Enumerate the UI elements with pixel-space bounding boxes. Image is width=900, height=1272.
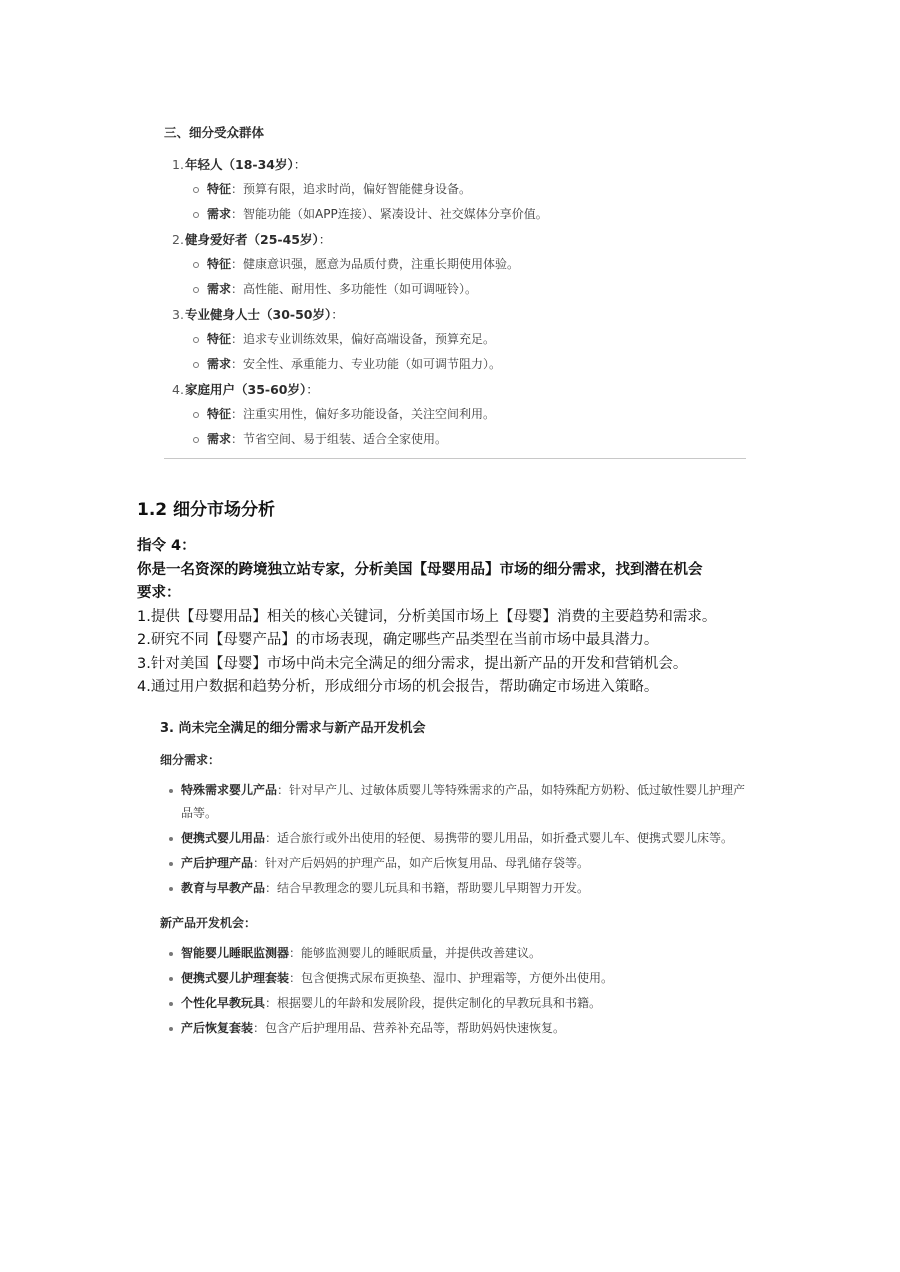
segment-colon: ： (293, 157, 307, 172)
item-key: 特殊需求婴儿产品 (181, 783, 278, 797)
item-key: 产后护理产品 (181, 856, 254, 870)
audience-segments-screenshot (164, 122, 746, 459)
segment-group (164, 227, 746, 302)
circle-bullet-icon (193, 212, 199, 218)
unmet-needs-screenshot (160, 716, 750, 1041)
requirement-text: 提供【母婴用品】相关的核心关键词，分析美国市场上【母婴】消费的主要趋势和需求。 (150, 608, 717, 625)
segment-colon: ： (318, 232, 332, 247)
segment-bullet (164, 252, 746, 277)
bullet-key: 需求 (207, 282, 232, 296)
divider (164, 458, 746, 459)
segment-title (164, 227, 746, 252)
list-item (160, 876, 750, 901)
item-key: 教育与早教产品 (181, 881, 266, 895)
bullet-icon (169, 1002, 173, 1006)
requirement-item (137, 606, 837, 630)
requirement-text: 研究不同【母婴产品】的市场表现，确定哪些产品类型在当前市场中最具潜力。 (150, 632, 659, 648)
segment-bullet (164, 202, 746, 227)
requirements-label: 要求： (137, 585, 181, 601)
circle-bullet-icon (193, 412, 199, 418)
list-item (160, 1016, 750, 1041)
item-key: 个性化早教玩具 (181, 996, 266, 1010)
segment-bullet (164, 177, 746, 202)
circle-bullet-icon (193, 362, 199, 368)
bullet-icon (169, 837, 173, 841)
bullet-value: ：智能功能（如APP连接）、紧凑设计、社交媒体分享价值。 (231, 207, 548, 221)
requirement-item (137, 653, 837, 677)
segment-bullet (164, 402, 746, 427)
instruction-block (137, 535, 837, 700)
item-value: ：针对产后妈妈的护理产品，如产后恢复用品、母乳储存袋等。 (253, 856, 590, 870)
segment-title (164, 377, 746, 402)
list-item (160, 966, 750, 991)
list-item (160, 991, 750, 1016)
bullet-value: ：高性能、耐用性、多功能性（如可调哑铃）。 (231, 282, 478, 296)
item-value: ：结合早教理念的婴儿玩具和书籍，帮助婴儿早期智力开发。 (265, 881, 590, 895)
item-key: 产后恢复套装 (181, 1021, 254, 1035)
segment-number: 4. (172, 382, 184, 397)
segment-number: 1. (172, 157, 184, 172)
bullet-icon (169, 887, 173, 891)
bullet-value: ：安全性、承重能力、专业功能（如可调节阻力）。 (231, 357, 502, 371)
bullet-key: 特征 (207, 257, 232, 271)
requirement-text: 通过用户数据和趋势分析，形成细分市场的机会报告，帮助确定市场进入策略。 (150, 679, 659, 695)
item-value: ：针对早产儿、过敏体质婴儿等特殊需求的产品，如特殊配方奶粉、低过敏性婴儿护理产品等。 (181, 783, 746, 820)
segment-colon: ： (306, 382, 319, 397)
bullet-value: ：注重实用性，偏好多功能设备，关注空间利用。 (231, 407, 496, 421)
bullet-key: 特征 (207, 407, 232, 421)
requirement-number: 3. (137, 655, 151, 672)
list-item (160, 778, 750, 826)
bullet-key: 需求 (207, 207, 232, 221)
bullet-icon (169, 1027, 173, 1031)
bullet-value: ：节省空间、易于组装、适合全家使用。 (231, 432, 448, 446)
segment-bullet (164, 277, 746, 302)
circle-bullet-icon (193, 287, 199, 293)
section-title: 1.2 细分市场分析 (137, 500, 276, 520)
circle-bullet-icon (193, 337, 199, 343)
bullet-value: ：健康意识强，愿意为品质付费，注重长期使用体验。 (231, 257, 520, 271)
bullet-icon (169, 789, 173, 793)
bullet-icon (169, 952, 173, 956)
requirement-number: 2. (137, 632, 151, 648)
segment-bullet (164, 352, 746, 377)
bullet-key: 特征 (207, 332, 232, 346)
item-value: ：能够监测婴儿的睡眠质量，并提供改善建议。 (289, 946, 542, 960)
segment-name: 家庭用户（35-60岁） (185, 382, 307, 397)
list-item (160, 851, 750, 876)
segment-needs-label: 细分需求： (160, 753, 221, 767)
segment-title (164, 302, 746, 327)
requirement-item (137, 676, 837, 700)
requirement-number: 1. (137, 608, 151, 625)
segment-bullet (164, 427, 746, 452)
segment-name: 年轻人（18-34岁） (185, 157, 294, 172)
needs-heading: 3. 尚未完全满足的细分需求与新产品开发机会 (160, 721, 426, 736)
segment-needs-list (160, 778, 750, 901)
item-value: ：包含便携式尿布更换垫、湿巾、护理霜等，方便外出使用。 (289, 971, 614, 985)
bullet-key: 需求 (207, 357, 232, 371)
instruction-label: 指令 4： (137, 538, 196, 554)
circle-bullet-icon (193, 262, 199, 268)
product-dev-label: 新产品开发机会： (160, 916, 257, 930)
list-item (160, 941, 750, 966)
item-value: ：适合旅行或外出使用的轻便、易携带的婴儿用品，如折叠式婴儿车、便携式婴儿床等。 (265, 831, 734, 845)
requirement-item (137, 629, 837, 653)
circle-bullet-icon (193, 187, 199, 193)
segment-number: 3. (172, 307, 184, 322)
segment-title (164, 152, 746, 177)
bullet-value: ：预算有限，追求时尚，偏好智能健身设备。 (231, 182, 472, 196)
bullet-value: ：追求专业训练效果，偏好高端设备，预算充足。 (231, 332, 496, 346)
bullet-icon (169, 862, 173, 866)
item-key: 智能婴儿睡眠监测器 (181, 946, 290, 960)
segment-group (164, 302, 746, 377)
segment-name: 健身爱好者（25-45岁） (185, 232, 319, 247)
segment-name: 专业健身人士（30-50岁） (185, 307, 332, 322)
circle-bullet-icon (193, 437, 199, 443)
item-value: ：根据婴儿的年龄和发展阶段，提供定制化的早教玩具和书籍。 (265, 996, 602, 1010)
item-key: 便携式婴儿用品 (181, 831, 266, 845)
segment-group (164, 152, 746, 227)
instruction-role: 你是一名资深的跨境独立站专家，分析美国【母婴用品】市场的细分需求，找到潜在机会 (137, 561, 703, 578)
item-value: ：包含产后护理用品、营养补充品等，帮助妈妈快速恢复。 (253, 1021, 566, 1035)
requirement-number: 4. (137, 679, 151, 695)
requirement-text: 针对美国【母婴】市场中尚未完全满足的细分需求，提出新产品的开发和营销机会。 (150, 655, 688, 672)
product-dev-list (160, 941, 750, 1041)
bullet-icon (169, 977, 173, 981)
list-item (160, 826, 750, 851)
segment-colon: ： (331, 307, 344, 322)
segment-number: 2. (172, 232, 184, 247)
bullet-key: 特征 (207, 182, 232, 196)
segment-bullet (164, 327, 746, 352)
item-key: 便携式婴儿护理套装 (181, 971, 290, 985)
segments-heading: 三、细分受众群体 (164, 125, 265, 140)
bullet-key: 需求 (207, 432, 232, 446)
segment-group (164, 377, 746, 452)
